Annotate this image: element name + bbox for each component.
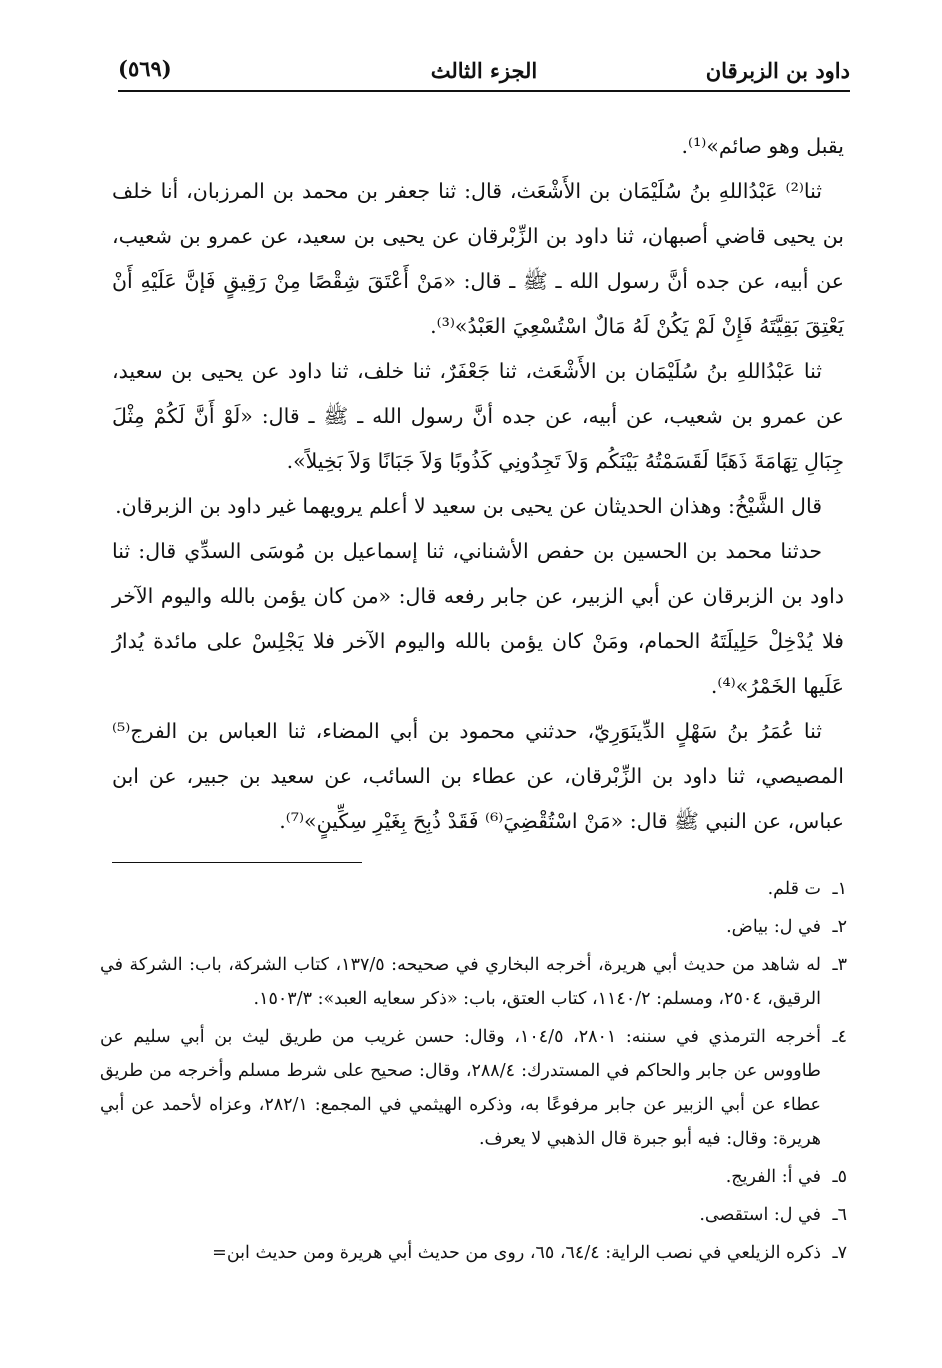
paragraph: ثنا⁽²⁾ عَبْدُاللهِ بنُ سُلَيْمَان بن الأَشْعَث، قال: ثنا جعفر بن محمد بن المرزبان، أنا خلف بن يحيى قاضي أصبهان، ثنا داود بن الزِّبْرقان عن يحيى بن سعيد، عن عمرو بن شعيب، عن أبيه، عن جده أنَّ رسول الله ـ ﷺ ـ قال: «مَنْ أَعْتَقَ شِقْصًا مِنْ رَقِيقٍ فَإنَّ عَلَيْهِ أَنْ يَعْتِقَ بَقِيَّتَهُ فَإِنْ لَمْ يَكُنْ لَهُ مَالٌ اسْتُسْعِيَ العَبْدُ»⁽³⁾. xyxy=(112,179,844,338)
footnote xyxy=(100,1160,847,1194)
footnote xyxy=(100,1198,847,1232)
footnote-text: له شاهد من حديث أبي هريرة، أخرجه البخاري في صحيحه: ١٣٧/٥، كتاب الشركة، باب: الشركة في الرقيق، ٢٥٠٤، ومسلم: ١١٤٠/٢، كتاب العتق، باب: «ذكر سعايه العبد»: ١٥٠٣/٣. xyxy=(100,955,821,1009)
footnote-number: ٤ـ xyxy=(832,1027,847,1047)
footnote-text: في ل: استقصى. xyxy=(699,1205,821,1225)
footnote-text: أخرجه الترمذي في سننه: ٢٨٠١، ١٠٤/٥، وقال: حسن غريب من طريق ليث بن أبي سليم عن طاووس عن جابر والحاكم في المستدرك: ٢٨٨/٤، وقال: صحيح على شرط مسلم وأخرجه من طريق عطاء عن أبي الزبير عن جابر مرفوعًا به، وذكره الهيثمي في المجمع: ٢٨٢/١، وعزاه لأحمد عن أبي هريرة: وقال: فيه أبو جبرة قال الذهبي لا يعرف. xyxy=(100,1027,821,1149)
footnote-number: ٣ـ xyxy=(832,955,847,975)
footnote-text: ذكره الزيلعي في نصب الراية: ٦٤/٤، ٦٥، روى من حديث أبي هريرة ومن حديث ابن= xyxy=(212,1243,821,1263)
footnote-number: ١ـ xyxy=(832,879,847,899)
footnote xyxy=(100,910,847,944)
paragraph: ثنا عَبْدُاللهِ بنُ سُلَيْمَان بن الأَشْعَث، ثنا جَعْفَرٌ، ثنا خلف، ثنا داود عن يحيى بن سعيد، عن عمرو بن شعيب، عن أبيه، عن جده أنَّ رسول الله ـ ﷺ ـ قال: «لَوْ أَنَّ لَكُمْ مِثْلَ جِبَالِ تِهَامَةَ ذَهَبًا لَقَسَمْتُهُ بَيْنَكُم وَلاَ تَجِدُونِي كَذُوبًا وَلاَ جَبَانًا وَلاَ بَخِيلاً». xyxy=(112,359,844,473)
footnote-text: في ل: بياض. xyxy=(726,917,821,937)
footnote xyxy=(100,1236,847,1270)
footnote-text: في أ: الفريج. xyxy=(725,1167,821,1187)
paragraph: حدثنا محمد بن الحسين بن حفص الأشناني، ثنا إسماعيل بن مُوسَى السدِّي قال: ثنا داود بن الزبرقان عن أبي الزبير، عن جابر رفعه قال: «من كان يؤمن بالله واليوم الآخر فلا يُدْخِلْ حَلِيلَتَهُ الحمام، ومَنْ كان يؤمن بالله واليوم الآخر فلا يَجْلِسْ على مائدة يُدارُ عَلَيها الخَمْرُ»⁽⁴⁾. xyxy=(112,539,844,698)
footnote-number: ٧ـ xyxy=(832,1243,847,1263)
paragraph: ثنا عُمَرُ بنُ سَهْلٍ الدِّينَوَرِيّ، حدثني محمود بن أبي المضاء، ثنا العباس بن الفرج⁽⁵⁾ المصيصي، ثنا داود بن الزِّبْرقان، عن عطاء بن السائب، عن سعيد بن جبير، عن ابن عباس، عن النبي ﷺ قال: «مَنْ اسْتُقْضِيَ⁽⁶⁾ فَقَدْ ذُبِحَ بِغَيْرِ سِكِّينٍ»⁽⁷⁾. xyxy=(112,719,844,833)
footnote xyxy=(100,872,847,906)
footnotes xyxy=(100,872,847,1274)
page-header xyxy=(118,52,850,92)
volume-label: الجزء الثالث xyxy=(430,58,538,83)
footnote xyxy=(100,1020,847,1156)
footnote-number: ٦ـ xyxy=(832,1205,847,1225)
page-number: (٥٦٩) xyxy=(118,56,172,81)
paragraph: قال الشَّيْخُ: وهذان الحديثان عن يحيى بن سعيد لا أعلم يرويهما غير داود بن الزبرقان. xyxy=(115,494,822,518)
paragraph: يقبل وهو صائم»⁽¹⁾. xyxy=(681,134,844,158)
running-title: داود بن الزبرقان xyxy=(705,58,850,83)
footnote-text: ت قلم. xyxy=(767,879,821,899)
footnote-number: ٢ـ xyxy=(832,917,847,937)
footnote-divider xyxy=(112,862,362,863)
footnote xyxy=(100,948,847,1016)
footnote-number: ٥ـ xyxy=(832,1167,847,1187)
main-text xyxy=(112,124,844,844)
